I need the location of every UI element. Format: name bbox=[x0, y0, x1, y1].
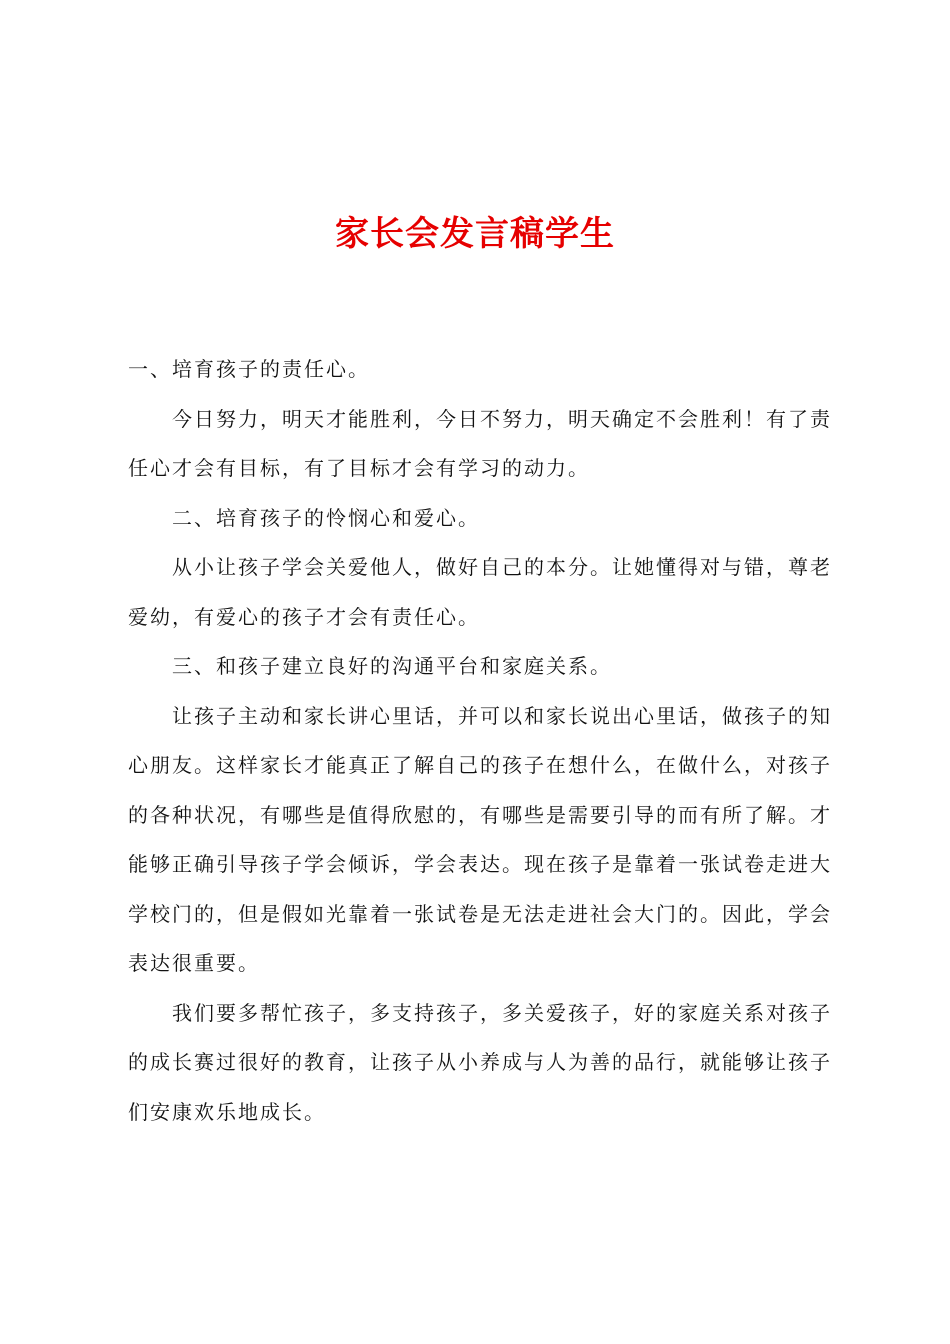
document-body bbox=[128, 345, 832, 1137]
paragraph-4: 我们要多帮忙孩子，多支持孩子，多关爱孩子，好的家庭关系对孩子的成长赛过很好的教育，让孩子从小养成与人为善的品行，就能够让孩子们安康欢乐地成长。 bbox=[128, 1000, 832, 1124]
document-title: 家长会发言稿学生 bbox=[335, 214, 615, 254]
section-heading-1: 一、培育孩子的责任心。 bbox=[128, 357, 370, 381]
section-heading-2: 二、培育孩子的怜悯心和爱心。 bbox=[172, 505, 480, 530]
paragraph-1: 今日努力，明天才能胜利，今日不努力，明天确定不会胜利！有了责任心才会有目标，有了目标才会有学习的动力。 bbox=[128, 406, 832, 480]
section-heading-3: 三、和孩子建立良好的沟通平台和家庭关系。 bbox=[172, 654, 612, 678]
paragraph-3: 让孩子主动和家长讲心里话，并可以和家长说出心里话，做孩子的知心朋友。这样家长才能真正了解自己的孩子在想什么，在做什么，对孩子的各种状况，有哪些是值得欣慰的，有哪些是需要引导的而有所了解。才能够正确引导孩子学会倾诉，学会表达。现在孩子是靠着一张试卷走进大学校门的，但是假如光靠着一张试卷是无法走进社会大门的。因此，学会表达很重要。 bbox=[128, 703, 832, 975]
paragraph-2: 从小让孩子学会关爱他人，做好自己的本分。让她懂得对与错，尊老爱幼，有爱心的孩子才会有责任心。 bbox=[128, 555, 832, 629]
